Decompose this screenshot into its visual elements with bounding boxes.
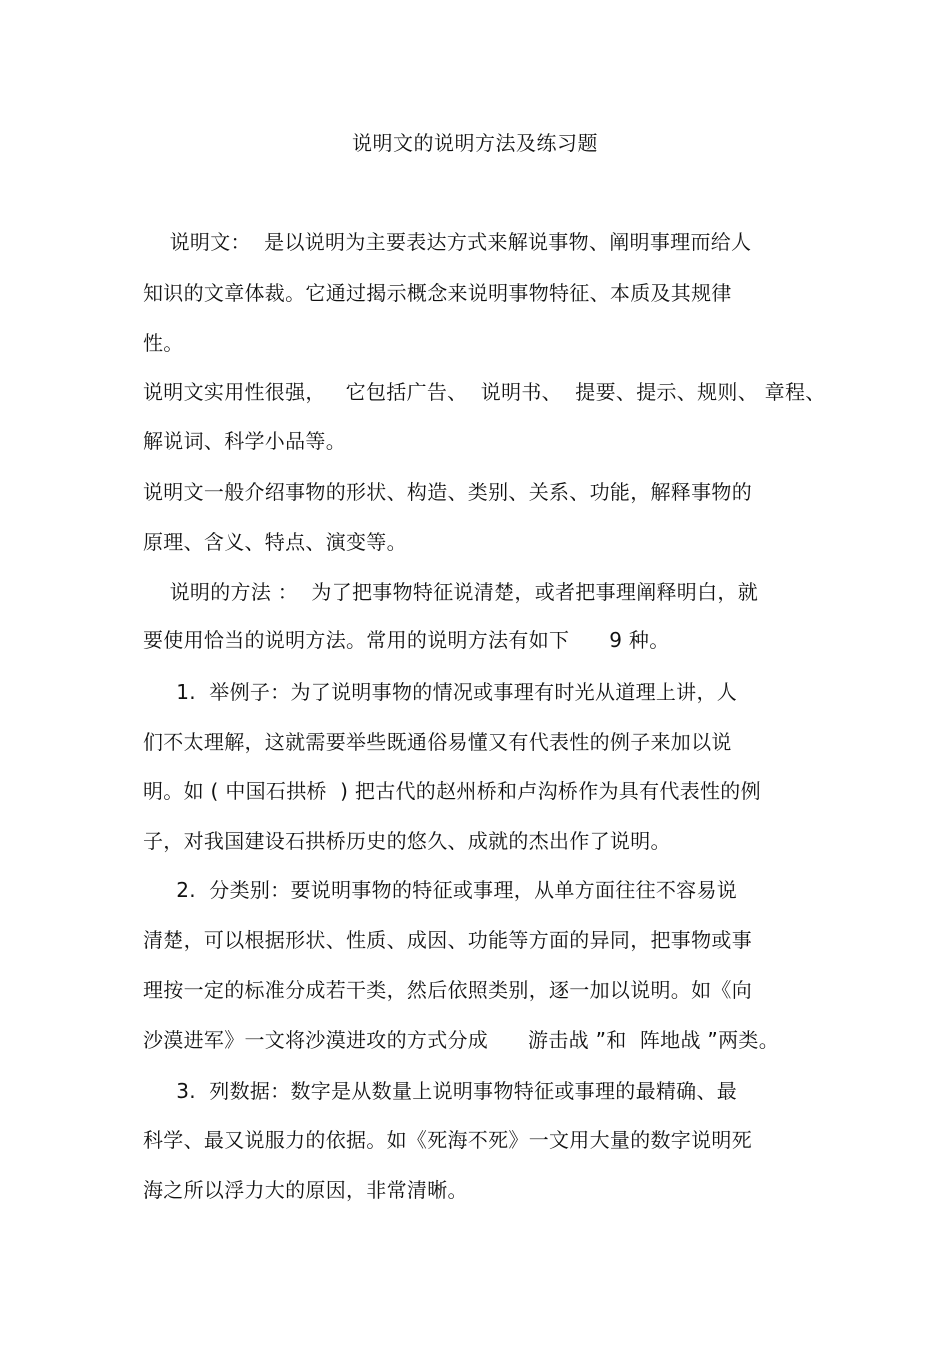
text-line: 1. 举例子：为了说明事物的情况或事理有时光从道理上讲，人 bbox=[143, 680, 738, 704]
document-title: 说明文的说明方法及练习题 bbox=[352, 131, 598, 155]
text-line: 说明文实用性很强， 它包括广告、 说明书、 提要、提示、规则、 章程、 bbox=[143, 380, 826, 404]
text-line: 说明文一般介绍事物的形状、构造、类别、关系、功能，解释事物的 bbox=[143, 480, 752, 504]
text-line: 3. 列数据：数字是从数量上说明事物特征或事理的最精确、最 bbox=[143, 1079, 738, 1103]
text-line: 清楚，可以根据形状、性质、成因、功能等方面的异同，把事物或事 bbox=[143, 928, 752, 952]
text-line: 科学、最又说服力的依据。如《死海不死》一文用大量的数字说明死 bbox=[143, 1128, 752, 1152]
text-line: 说明的方法 ： 为了把事物特征说清楚，或者把事理阐释明白，就 bbox=[143, 580, 759, 604]
text-line: 子，对我国建设石拱桥历史的悠久、成就的杰出作了说明。 bbox=[143, 829, 671, 853]
text-line: 解说词、科学小品等。 bbox=[143, 429, 346, 453]
text-line: 2. 分类别：要说明事物的特征或事理，从单方面往往不容易说 bbox=[143, 878, 738, 902]
text-line: 性。 bbox=[143, 331, 184, 355]
text-line: 知识的文章体裁。它通过揭示概念来说明事物特征、本质及其规律 bbox=[143, 281, 732, 305]
text-line: 原理、含义、特点、演变等。 bbox=[143, 530, 407, 554]
text-line: 理按一定的标准分成若干类，然后依照类别，逐一加以说明。如《向 bbox=[143, 978, 752, 1002]
text-line: 沙漠进军》一文将沙漠进攻的方式分成 游击战 ”和 阵地战 ”两类。 bbox=[143, 1028, 779, 1052]
text-line: 说明文： 是以说明为主要表达方式来解说事物、阐明事理而给人 bbox=[143, 230, 752, 254]
text-line: 要使用恰当的说明方法。常用的说明方法有如下 9 种。 bbox=[143, 628, 670, 652]
text-line: 们不太理解，这就需要举些既通俗易懂又有代表性的例子来加以说 bbox=[143, 730, 732, 754]
text-line: 海之所以浮力大的原因，非常清晰。 bbox=[143, 1178, 468, 1202]
text-line: 明。如 ( 中国石拱桥 ) 把古代的赵州桥和卢沟桥作为具有代表性的例 bbox=[143, 779, 761, 803]
